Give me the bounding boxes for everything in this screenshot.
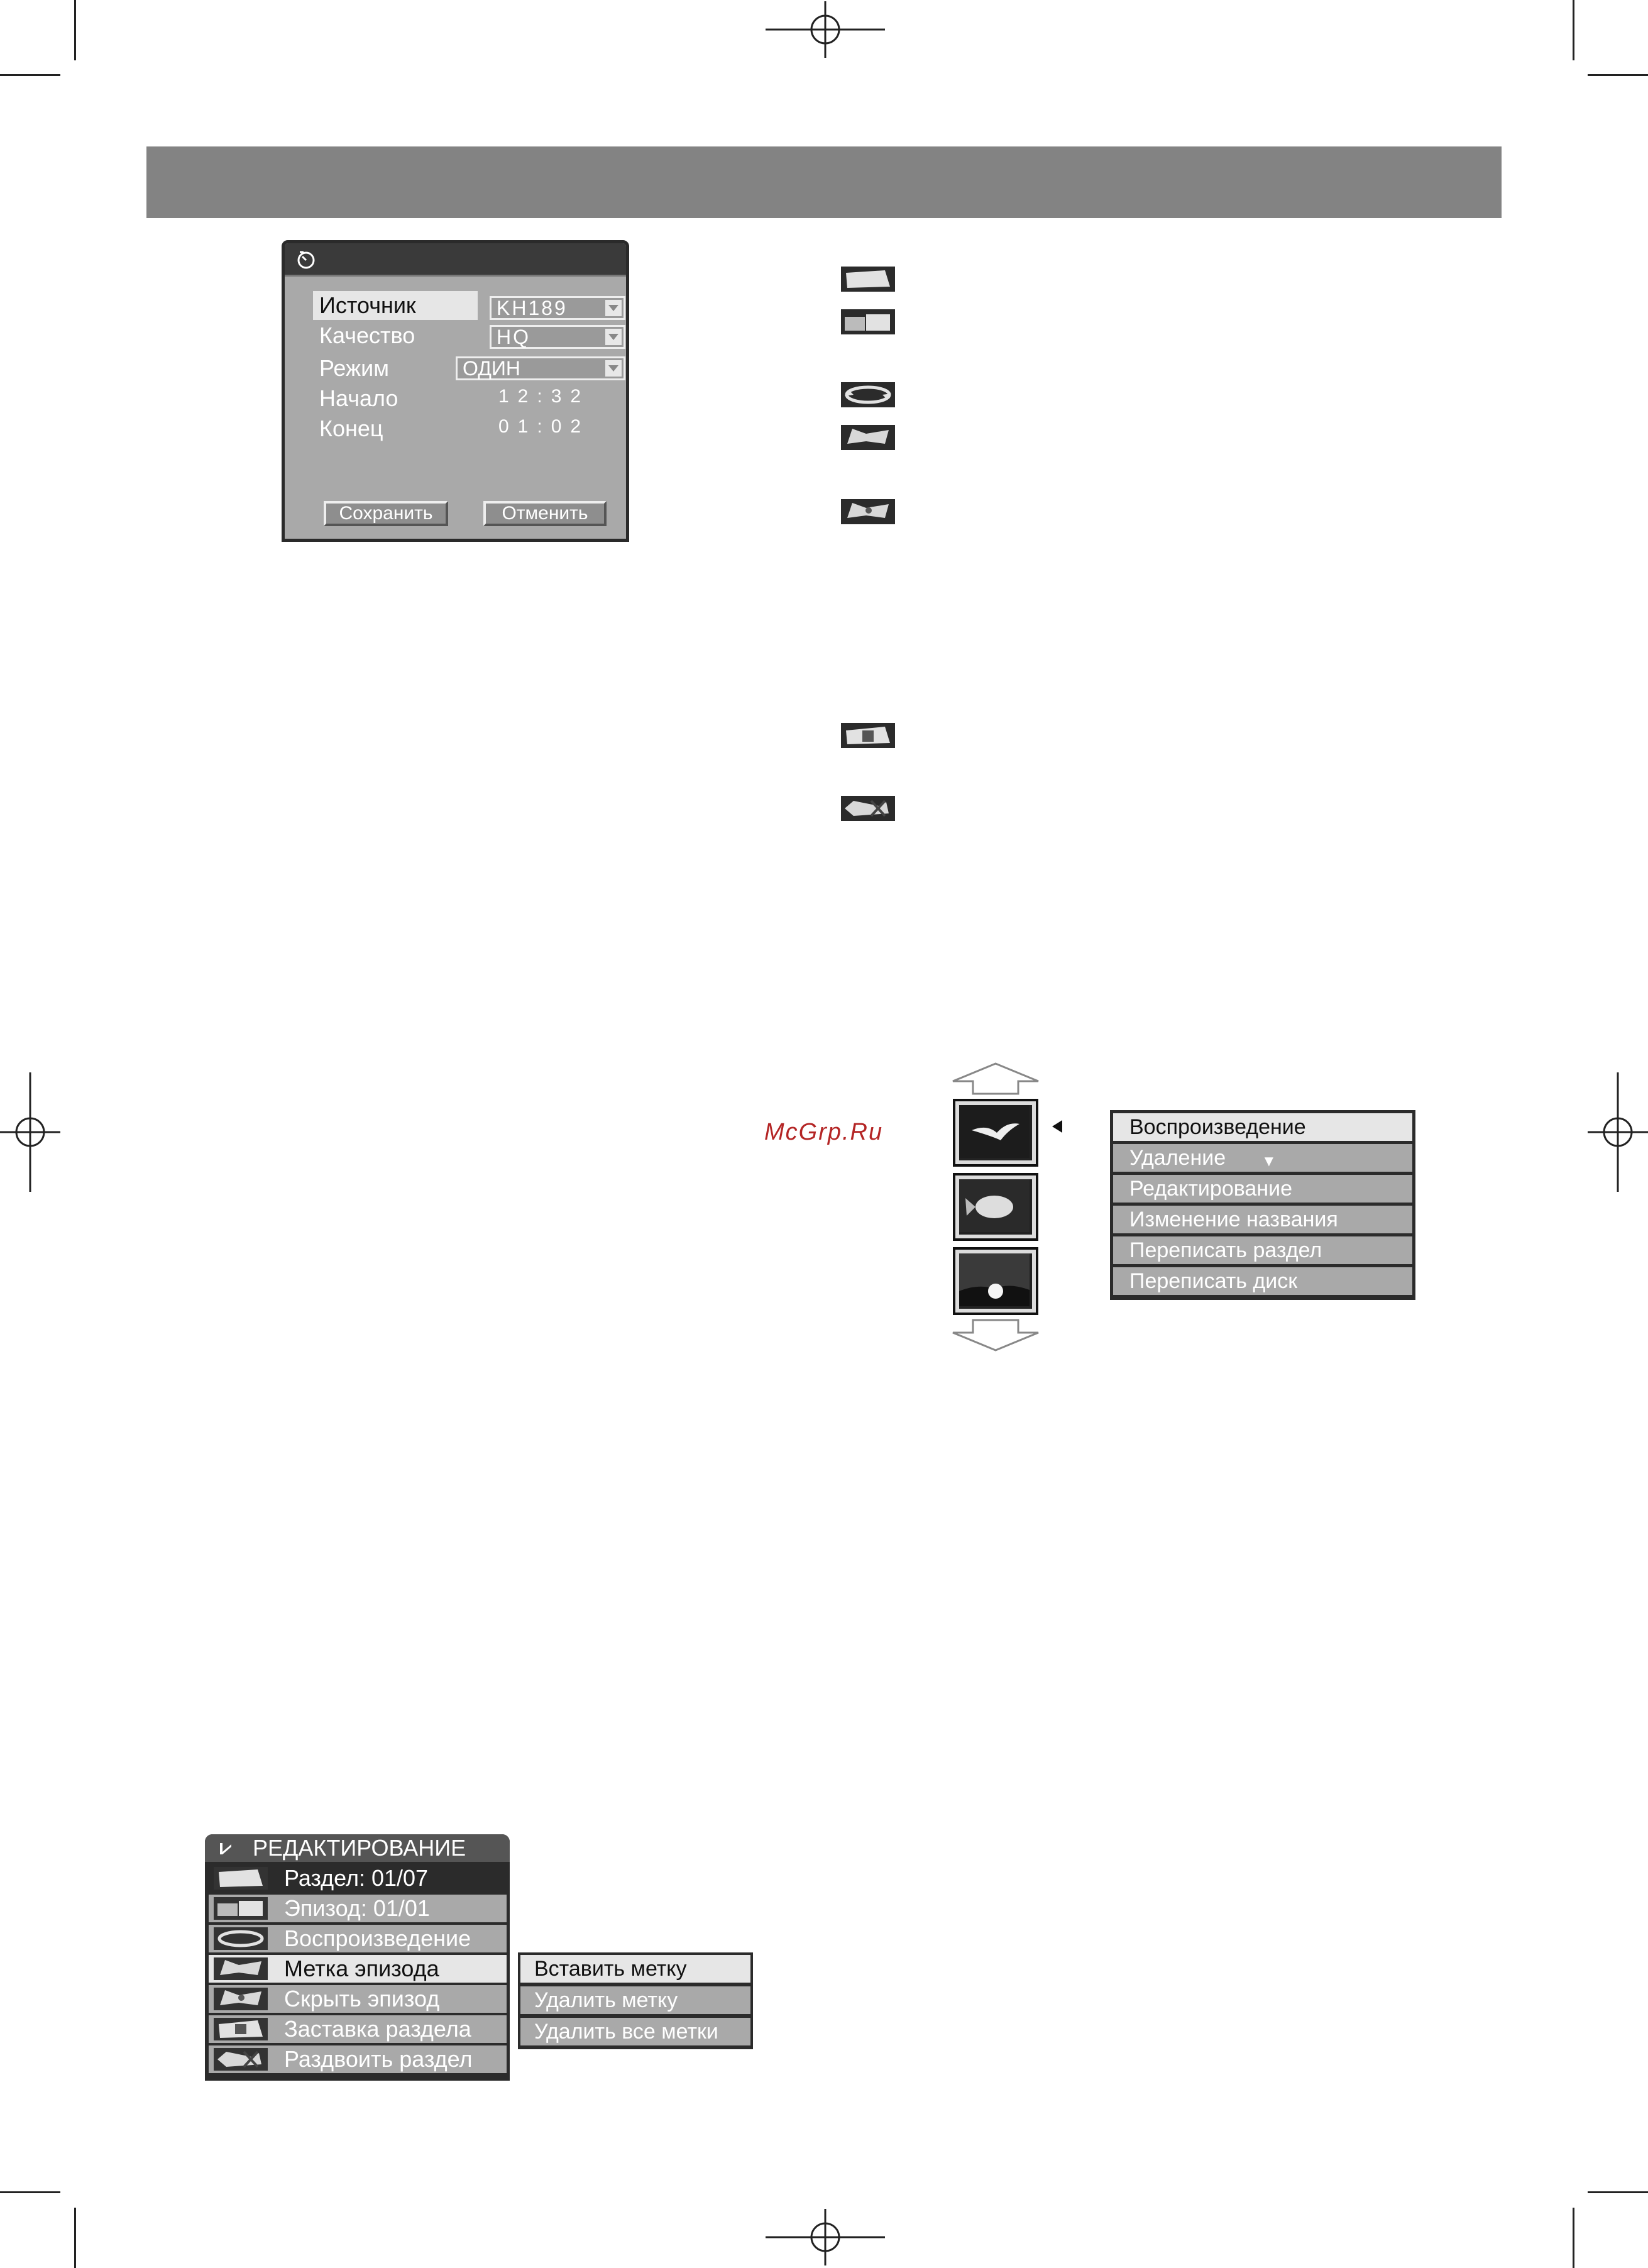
timer-icon xyxy=(296,250,316,270)
submenu-insert-marker[interactable]: Вставить метку xyxy=(520,1955,750,1983)
registration-mark-right xyxy=(1588,1072,1648,1192)
hide-icon xyxy=(214,1988,268,2010)
quality-value: HQ xyxy=(497,326,530,348)
watermark: McGrp.Ru xyxy=(764,1119,884,1145)
crop-mark xyxy=(1588,74,1648,76)
fish-image xyxy=(959,1179,1032,1235)
check-arrow-icon xyxy=(219,1842,233,1856)
selection-pointer-icon xyxy=(1050,1119,1065,1134)
edit-item-play[interactable] xyxy=(209,1925,507,1952)
crop-mark xyxy=(1573,0,1574,60)
edit-item-split[interactable] xyxy=(209,2045,507,2073)
crop-mark xyxy=(1573,2208,1574,2268)
edit-item-title-label: Раздел: 01/07 xyxy=(284,1865,429,1891)
hide-icon xyxy=(841,499,895,524)
edit-item-marker[interactable] xyxy=(209,1955,507,1983)
menu-item-rename[interactable]: Изменение названия xyxy=(1113,1206,1412,1233)
thumbnail-bird[interactable] xyxy=(953,1099,1038,1167)
crop-mark xyxy=(1588,2191,1648,2193)
menu-item-delete[interactable] xyxy=(1113,1144,1412,1172)
chevron-down-icon xyxy=(605,329,622,345)
source-value: KH189 xyxy=(497,297,568,319)
quality-dropdown[interactable] xyxy=(490,325,625,349)
crop-mark xyxy=(74,0,76,60)
mode-value: ОДИН xyxy=(463,357,520,380)
thumbnail-context-menu xyxy=(1110,1110,1415,1300)
loop-icon xyxy=(214,1927,268,1950)
marker-submenu xyxy=(518,1952,753,2049)
start-time-field[interactable]: 12:32 xyxy=(498,386,590,407)
edit-item-marker-label: Метка эпизода xyxy=(284,1956,439,1981)
edit-item-episode-label: Эпизод: 01/01 xyxy=(284,1895,430,1921)
sunset-image xyxy=(959,1253,1032,1309)
crop-mark xyxy=(0,2191,60,2193)
edit-menu xyxy=(205,1834,510,2081)
submenu-delete-all-markers[interactable]: Удалить все метки xyxy=(520,2018,750,2045)
edit-item-cover-label: Заставка раздела xyxy=(284,2016,471,2042)
start-label: Начало xyxy=(319,385,398,411)
chevron-down-icon xyxy=(605,300,622,316)
edit-menu-title: РЕДАКТИРОВАНИЕ xyxy=(253,1835,466,1861)
episodes-icon xyxy=(841,309,895,334)
chevron-down-icon xyxy=(605,360,622,377)
scissors-icon xyxy=(214,2048,268,2071)
timer-dialog xyxy=(282,240,629,542)
edit-item-cover[interactable] xyxy=(209,2015,507,2043)
registration-mark-top xyxy=(766,1,885,58)
edit-item-split-label: Раздвоить раздел xyxy=(284,2046,473,2072)
end-time-field[interactable]: 01:02 xyxy=(498,416,590,437)
source-dropdown[interactable] xyxy=(490,296,625,320)
registration-mark-bottom xyxy=(766,2209,885,2265)
cover-icon xyxy=(841,723,895,748)
cover-icon xyxy=(214,2018,268,2040)
save-button[interactable]: Сохранить xyxy=(324,501,448,526)
submenu-delete-marker[interactable]: Удалить метку xyxy=(520,1986,750,2014)
menu-item-play[interactable]: Воспроизведение xyxy=(1113,1113,1412,1141)
menu-item-copy-disc[interactable]: Переписать диск xyxy=(1113,1267,1412,1295)
flag-icon xyxy=(214,1957,268,1980)
quality-label[interactable]: Качество xyxy=(319,322,415,348)
source-label[interactable]: Источник xyxy=(313,291,478,320)
edit-item-play-label: Воспроизведение xyxy=(284,1925,471,1951)
edit-item-hide[interactable] xyxy=(209,1985,507,2013)
thumbnail-fish[interactable] xyxy=(953,1173,1038,1241)
mode-label[interactable]: Режим xyxy=(319,355,389,381)
caret-down-icon: ▼ xyxy=(1261,1153,1277,1170)
menu-item-delete-label: Удаление xyxy=(1129,1146,1226,1170)
loop-icon xyxy=(841,382,895,407)
end-label: Конец xyxy=(319,416,383,441)
thumbnail-sunset[interactable] xyxy=(953,1247,1038,1315)
edit-item-title[interactable] xyxy=(209,1864,507,1892)
scroll-up-icon[interactable] xyxy=(950,1062,1041,1095)
scissors-icon xyxy=(841,796,895,821)
header-band xyxy=(146,146,1502,218)
menu-item-edit[interactable]: Редактирование xyxy=(1113,1175,1412,1203)
mode-dropdown[interactable] xyxy=(456,356,625,380)
dialog-titlebar xyxy=(285,243,626,277)
registration-mark-left xyxy=(0,1072,60,1192)
flag-icon xyxy=(841,425,895,450)
crop-mark xyxy=(74,2208,76,2268)
episodes-icon xyxy=(214,1897,268,1920)
crop-mark xyxy=(0,74,60,76)
folder-icon xyxy=(841,267,895,292)
cancel-button[interactable]: Отменить xyxy=(483,501,607,526)
edit-item-episode[interactable] xyxy=(209,1895,507,1922)
edit-menu-header xyxy=(205,1834,510,1862)
scroll-down-icon[interactable] xyxy=(950,1319,1041,1351)
menu-item-copy-title[interactable]: Переписать раздел xyxy=(1113,1236,1412,1264)
edit-item-hide-label: Скрыть эпизод xyxy=(284,1986,440,2012)
bird-image xyxy=(959,1105,1032,1160)
folder-icon xyxy=(214,1867,268,1890)
